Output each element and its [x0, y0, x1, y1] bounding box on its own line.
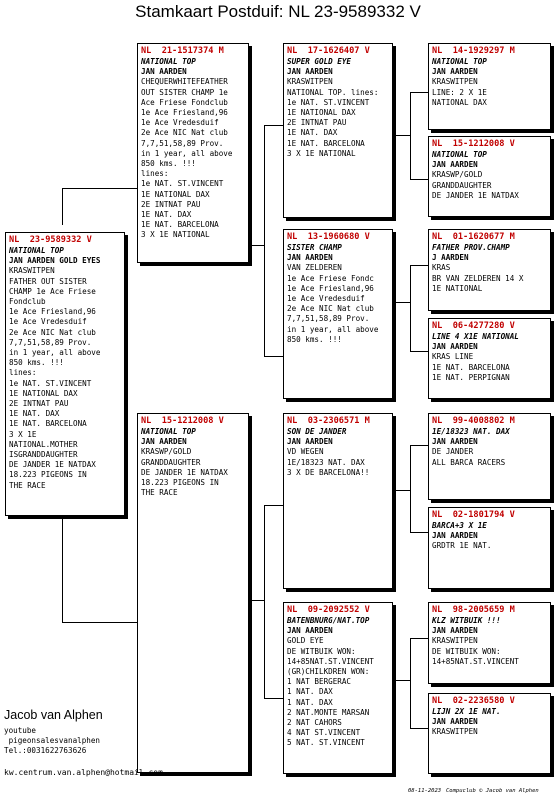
- connector: [248, 600, 264, 601]
- connector: [410, 92, 411, 180]
- pigeon-name: 1E/18323 NAT. DAX: [432, 427, 510, 436]
- pigeon-name: LINE 4 X1E NATIONAL: [432, 332, 519, 341]
- pigeon-info: VD WEGEN 1E/18323 NAT. DAX 3 X DE BARCELONA!!: [287, 447, 370, 477]
- connector: [62, 188, 137, 189]
- pigeon-info: KRASWITPEN DE WITBUIK WON: 14+85NAT.ST.VINCENT: [432, 636, 519, 666]
- connector: [264, 125, 283, 126]
- ring-number: NL 09-2092552 V: [287, 605, 370, 615]
- breeder-name: JAN AARDEN: [432, 67, 478, 77]
- pigeon-name: BARCA+3 X 1E: [432, 521, 487, 530]
- pigeon-name: FATHER PROV.CHAMP: [432, 243, 510, 252]
- connector: [410, 445, 428, 446]
- pigeon-info: KRAS LINE 1E NAT. BARCELONA 1E NAT. PERPIGNAN: [432, 352, 510, 382]
- ring-number: NL 01-1620677 M: [432, 232, 515, 242]
- connector: [62, 622, 137, 623]
- connector: [410, 638, 428, 639]
- pigeon-name: NATIONAL TOP: [432, 150, 487, 159]
- breeder-name: JAN AARDEN: [287, 67, 333, 77]
- connector: [410, 92, 428, 93]
- sire-sire-card: [283, 43, 393, 218]
- pigeon-info: KRASWITPEN FATHER OUT SISTER CHAMP 1e Ace Friese Fondclub 1e Ace Friesland,96 1e Ace Vredesduif 2e Ace NIC Nat club 7,7,51,58,89 Prov. in 1 year, all above 850 kms. !!! lines: 1e NAT. ST.VINCENT 1E NATIONAL DAX 2E INTNAT PAU 1E NAT. DAX 1E NAT. BARCELONA 3 X 1E NATIONAL.MOTHER ISGRANDDAUGHTER DE JANDER 1E NATDAX 18.223 PIGEONS IN THE RACE: [9, 266, 101, 490]
- ring-number: NL 23-9589332 V: [9, 235, 92, 245]
- connector: [410, 532, 428, 533]
- ring-number: NL 99-4008802 M: [432, 416, 515, 426]
- pigeon-name: NATIONAL TOP: [141, 57, 196, 66]
- ring-number: NL 06-4277280 V: [432, 321, 515, 331]
- print-date: 08-11-2023: [408, 788, 442, 794]
- breeder-name: JAN AARDEN: [287, 253, 333, 263]
- sdd-card: [428, 318, 551, 399]
- connector: [410, 728, 428, 729]
- pigeon-name: BATENBNURG/NAT.TOP: [287, 616, 370, 625]
- dam-dam-card: [283, 602, 393, 774]
- connector: [264, 505, 283, 506]
- connector: [410, 265, 411, 352]
- seller-name: Jacob van Alphen: [4, 708, 103, 722]
- dam-sire-card: [283, 413, 393, 589]
- breeder-name: J AARDEN: [432, 253, 469, 263]
- sss-card: [428, 43, 551, 130]
- sds-card: [428, 229, 551, 311]
- connector: [392, 302, 410, 303]
- ddd-card: [428, 693, 551, 774]
- email-address: kw.centrum.van.alphen@hotmail.com: [4, 768, 163, 777]
- ring-number: NL 98-2005659 M: [432, 605, 515, 615]
- ring-number: NL 02-1801794 V: [432, 510, 515, 520]
- ring-number: NL 13-1960680 V: [287, 232, 370, 242]
- connector: [392, 135, 410, 136]
- pigeon-name: SUPER GOLD EYE: [287, 57, 352, 66]
- pigeon-name: NATIONAL TOP: [9, 246, 64, 255]
- pigeon-info: GRDTR 1E NAT.: [432, 541, 492, 551]
- breeder-name: JAN AARDEN: [287, 437, 333, 447]
- youtube-label: youtube: [4, 726, 37, 735]
- breeder-name: JAN AARDEN: [432, 717, 478, 727]
- pigeon-info: KRAS BR VAN ZELDEREN 14 X 1E NATIONAL: [432, 263, 524, 293]
- breeder-name: JAN AARDEN: [432, 531, 478, 541]
- pigeon-name: NATIONAL TOP: [432, 57, 487, 66]
- connector: [410, 351, 428, 352]
- connector: [62, 188, 63, 225]
- pigeon-info: KRASWITPEN LINE: 2 X 1E NATIONAL DAX: [432, 77, 487, 107]
- breeder-name: JAN AARDEN: [141, 437, 187, 447]
- breeder-name: JAN AARDEN: [141, 67, 187, 77]
- pigeon-info: VAN ZELDEREN 1e Ace Friese Fondc 1e Ace Friesland,96 1e Ace Vredesduif 2e Ace NIC Nat club 7,7,51,58,89 Prov. in 1 year, all above 850 kms. !!!: [287, 263, 379, 344]
- ring-number: NL 02-2236580 V: [432, 696, 515, 706]
- connector: [264, 125, 265, 357]
- ring-number: NL 21-1517374 M: [141, 46, 224, 56]
- sire-dam-card: [283, 229, 393, 399]
- pigeon-info: KRASWITPEN: [432, 727, 478, 737]
- connector: [392, 680, 410, 681]
- dam-card: [137, 413, 249, 773]
- pigeon-info: KRASWITPEN NATIONAL TOP. lines: 1e NAT. ST.VINCENT 1E NATIONAL DAX 2E INTNAT PAU 1E NAT. DAX 1E NAT. BARCELONA 3 X 1E NATIONAL: [287, 77, 379, 158]
- dsd-card: [428, 507, 551, 589]
- breeder-name: JAN AARDEN: [432, 342, 478, 352]
- connector: [264, 698, 283, 699]
- phone-number: Tel.:0031622763626: [4, 746, 87, 755]
- ssd-card: [428, 136, 551, 217]
- sire-card: [137, 43, 249, 263]
- pigeon-info: KRASWP/GOLD GRANDDAUGHTER DE JANDER 1E NATDAX: [432, 170, 519, 200]
- connector: [248, 245, 264, 246]
- youtube-channel: pigeonsalesvanalphen: [4, 736, 101, 745]
- pigeon-info: DE JANDER ALL BARCA RACERS: [432, 447, 506, 467]
- connector: [410, 445, 411, 533]
- ring-number: NL 03-2306571 M: [287, 416, 370, 426]
- ring-number: NL 17-1626407 V: [287, 46, 370, 56]
- breeder-name: JAN AARDEN: [432, 160, 478, 170]
- pigeon-name: LIJN 2X 1E NAT.: [432, 707, 501, 716]
- breeder-name: JAN AARDEN: [432, 437, 478, 447]
- ring-number: NL 15-1212008 V: [432, 139, 515, 149]
- dss-card: [428, 413, 551, 500]
- copyright: Compuclub © Jacob van Alphen: [446, 788, 539, 794]
- pigeon-name: NATIONAL TOP: [141, 427, 196, 436]
- breeder-name: JAN AARDEN: [287, 626, 333, 636]
- breeder-name: JAN AARDEN GOLD EYES: [9, 256, 101, 266]
- dds-card: [428, 602, 551, 684]
- connector: [264, 356, 283, 357]
- page-title: Stamkaart Postduif: NL 23-9589332 V: [135, 2, 421, 21]
- subject-pigeon-card: [5, 232, 125, 516]
- connector: [62, 513, 63, 623]
- pigeon-info: GOLD EYE DE WITBUIK WON: 14+85NAT.ST.VINCENT (GR)CHILKDREN WON: 1 NAT BERGERAC 1 NAT. DAX 1 NAT. DAX 2 NAT.MONTE MARSAN 2 NAT CAHORS 4 NAT ST.VINCENT 5 NAT. ST.VINCENT: [287, 636, 374, 748]
- ring-number: NL 14-1929297 M: [432, 46, 515, 56]
- pigeon-name: SISTER CHAMP: [287, 243, 342, 252]
- pigeon-name: SON DE JANDER: [287, 427, 347, 436]
- connector: [410, 265, 428, 266]
- connector: [410, 638, 411, 729]
- connector: [264, 505, 265, 699]
- ring-number: NL 15-1212008 V: [141, 416, 224, 426]
- breeder-name: JAN AARDEN: [432, 626, 478, 636]
- connector: [392, 490, 410, 491]
- connector: [410, 179, 428, 180]
- pigeon-name: KLZ WITBUIK !!!: [432, 616, 501, 625]
- pigeon-info: KRASWP/GOLD GRANDDAUGHTER DE JANDER 1E NATDAX 18.223 PIGEONS IN THE RACE: [141, 447, 228, 498]
- pigeon-info: CHEQUERWHITEFEATHER OUT SISTER CHAMP 1e Ace Friese Fondclub 1e Ace Friesland,96 1e Ace Vredesduif 2e Ace NIC Nat club 7,7,51,58,89 Prov. in 1 year, all above 850 kms. !!! lines: 1e NAT. ST.VINCENT 1E NATIONAL DAX 2E INTNAT PAU 1E NAT. DAX 1E NAT. BARCELONA 3 X 1E NATIONAL: [141, 77, 233, 240]
